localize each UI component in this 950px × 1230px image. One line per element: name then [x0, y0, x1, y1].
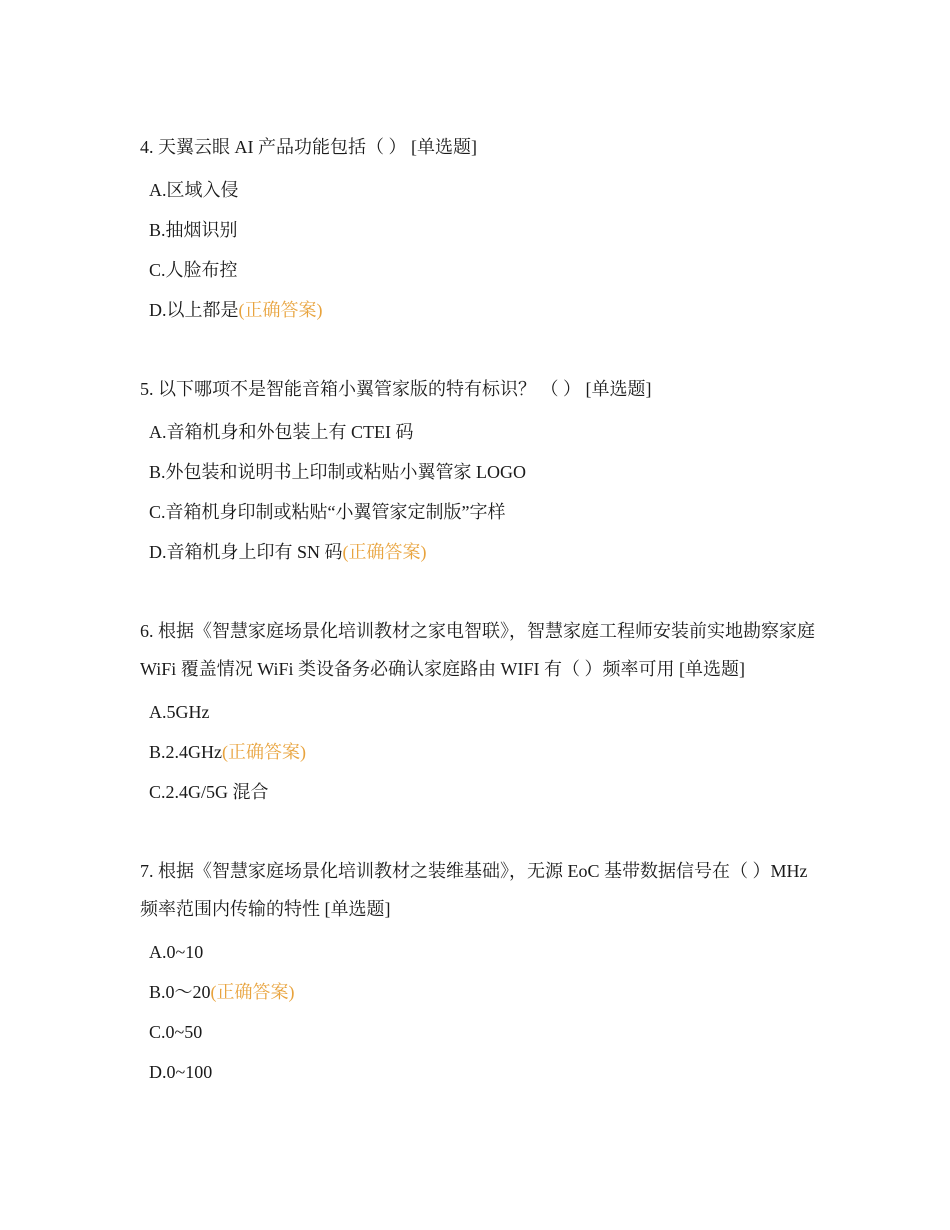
option-label: A.音箱机身和外包装上有 CTEI 码 [149, 422, 414, 442]
option-c [149, 492, 820, 532]
option-label: A.0~10 [149, 942, 204, 962]
option-label: B.外包装和说明书上印制或粘贴小翼管家 LOGO [149, 462, 526, 482]
option-label: D.0~100 [149, 1062, 213, 1082]
option-label: C.人脸布控 [149, 260, 238, 280]
question-6 [140, 612, 820, 812]
question-7 [140, 852, 820, 1092]
option-list [140, 170, 820, 330]
option-b [149, 972, 820, 1012]
correct-answer-mark: (正确答案) [210, 982, 295, 1002]
option-c [149, 250, 820, 290]
question-text: 4. 天翼云眼 AI 产品功能包括（ ） [单选题] [140, 137, 477, 157]
option-label: B.0～20 [149, 982, 211, 1002]
option-a [149, 412, 820, 452]
option-b [149, 210, 820, 250]
option-d [149, 1052, 820, 1092]
question-5 [140, 370, 820, 572]
option-list [140, 692, 820, 812]
option-list [140, 932, 820, 1092]
option-label: A.区域入侵 [149, 180, 239, 200]
option-a [149, 692, 820, 732]
option-d [149, 532, 820, 572]
option-label: B.抽烟识别 [149, 220, 238, 240]
correct-answer-mark: (正确答案) [238, 300, 323, 320]
option-list [140, 412, 820, 572]
correct-answer-mark: (正确答案) [342, 542, 427, 562]
option-c [149, 1012, 820, 1052]
option-label: B.2.4GHz [149, 742, 222, 762]
question-4 [140, 128, 820, 330]
option-a [149, 932, 820, 972]
option-label: C.2.4G/5G 混合 [149, 782, 269, 802]
correct-answer-mark: (正确答案) [222, 742, 306, 762]
option-b [149, 732, 820, 772]
option-c [149, 772, 820, 812]
option-label: C.音箱机身印制或粘贴“小翼管家定制版”字样 [149, 502, 506, 522]
option-label: D.音箱机身上印有 SN 码 [149, 542, 343, 562]
option-label: A.5GHz [149, 702, 210, 722]
option-b [149, 452, 820, 492]
option-label: C.0~50 [149, 1022, 203, 1042]
question-text: 5. 以下哪项不是智能音箱小翼管家版的特有标识？ （ ） [单选题] [140, 379, 652, 399]
question-text: 7. 根据《智慧家庭场景化培训教材之装维基础》，无源 EoC 基带数据信号在（ ）MHz 频率范围内传输的特性 [单选题] [140, 861, 808, 919]
option-d [149, 290, 820, 330]
option-label: D.以上都是 [149, 300, 239, 320]
option-a [149, 170, 820, 210]
question-text: 6. 根据《智慧家庭场景化培训教材之家电智联》，智慧家庭工程师安装前实地勘察家庭 WiFi 覆盖情况 WiFi 类设备务必确认家庭路由 WIFI 有（ ）频率可用 [单选题] [140, 621, 815, 679]
